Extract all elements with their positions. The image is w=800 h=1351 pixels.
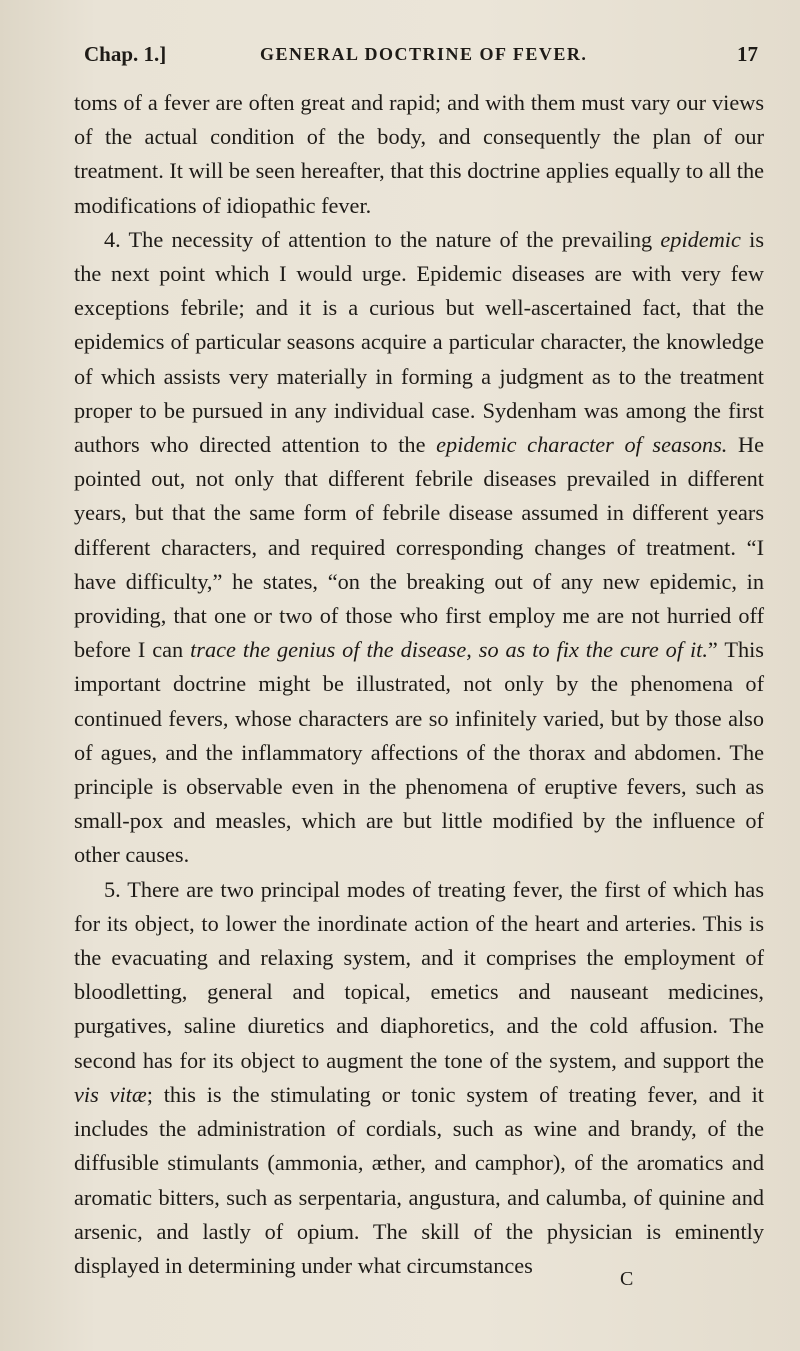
chapter-reference: Chap. 1.] [84, 42, 167, 66]
text-run: ” This important doctrine might be illustrated, not only by the phenomena of continued fevers, whose characters are so infinitely varied, but by those also of agues, and the inflammatory affections of the thorax and abdomen. The principle is observable even in the phenomena of eruptive fevers, such as small-pox and measles, which are but little modified by the influence of other causes. [74, 637, 764, 868]
italic-text: epidemic character of seasons. [436, 432, 728, 458]
text-run: 4. The necessity of attention to the nature of the prevailing [104, 226, 661, 252]
running-title: GENERAL DOCTRINE OF FEVER. [260, 44, 588, 64]
paragraph-4 [74, 223, 764, 873]
running-header [74, 38, 764, 80]
text-run: toms of a fever are often great and rapid; and with them must vary our views of the actual condition of the body, and consequently the plan of our treatment. It will be seen hereafter, that this doctrine applies equally to all the modifications of idiopathic fever. [74, 90, 764, 218]
italic-text: trace the genius of the disease, so as to fix the cure of it. [190, 637, 708, 663]
signature-mark: C [620, 1268, 634, 1290]
text-run: ; this is the stimulating or tonic system of treating fever, and it includes the administration of cordials, such as wine and brandy, of the diffusible stimulants (ammonia, æther, and camphor), of the aromatics and aromatic bitters, such as serpentaria, angustura, and calumba, of quinine and arsenic, and lastly of opium. The skill of the physician is eminently displayed in determining under what circumstances [74, 1081, 764, 1278]
text-run: is the next point which I would urge. Epidemic diseases are with very few exceptions febrile; and it is a curious but well-ascertained fact, that the epidemics of particular seasons acquire a particular character, the knowledge of which assists very materially in forming a judgment as to the treatment proper to be pursued in any individual case. Sydenham was among the first authors who directed attention to the [74, 226, 764, 458]
page-number: 17 [737, 42, 758, 66]
italic-text: vis vitæ [74, 1081, 147, 1107]
italic-text: epidemic [660, 226, 741, 252]
body-text [74, 86, 764, 1283]
paragraph-continuation [74, 86, 764, 223]
text-run: 5. There are two principal modes of treating fever, the first of which has for its object, to lower the inordinate action of the heart and arteries. This is the evacuating and relaxing system, and it comprises the employment of bloodletting, general and topical, emetics and nauseant medicines, purgatives, saline diuretics and diaphoretics, and the cold affusion. The second has for its object to augment the tone of the system, and support the [74, 876, 764, 1073]
text-run: He pointed out, not only that different febrile diseases prevailed in different years, but that the same form of febrile disease assumed in different years different characters, and required corresponding changes of treatment. “I have difficulty,” he states, “on the breaking out of any new epidemic, in providing, that one or two of those who first employ me are not hurried off before I can [74, 432, 764, 663]
paragraph-5 [74, 873, 764, 1283]
